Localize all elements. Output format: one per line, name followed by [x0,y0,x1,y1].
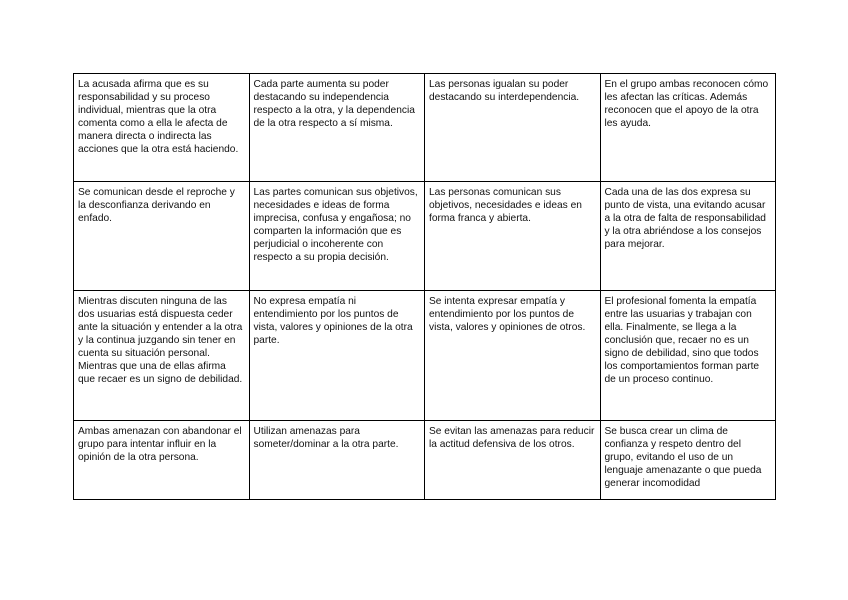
table-cell [425,182,601,291]
table-cell [600,421,776,500]
table-cell [600,182,776,291]
table-cell [249,182,425,291]
table-row [74,421,776,500]
cell-text: Las personas comunican sus objetivos, necesidades e ideas en forma franca y abierta. [429,187,582,224]
table-cell [74,291,250,421]
table-row [74,74,776,182]
cell-text: Se comunican desde el reproche y la desconfianza derivando en enfado. [78,187,235,224]
cell-text: Se busca crear un clima de confianza y respeto dentro del grupo, evitando el uso de un lenguaje amenazante o que pueda generar incomodidad [604,426,762,489]
cell-text: Cada parte aumenta su poder destacando su independencia respecto a la otra, y la dependencia de la otra respecto a sí misma. [253,79,415,129]
cell-text: Cada una de las dos expresa su punto de vista, una evitando acusar a la otra de falta de responsabilidad y la otra abriéndose a los consejos para mejorar. [604,187,766,250]
table-cell [425,74,601,182]
table-cell [249,421,425,500]
table-cell [74,421,250,500]
table-cell [600,291,776,421]
cell-text: Ambas amenazan con abandonar el grupo para intentar influir en la opinión de la otra persona. [78,426,242,463]
table-cell [249,291,425,421]
table-cell [425,291,601,421]
cell-text: Se evitan las amenazas para reducir la actitud defensiva de los otros. [429,426,595,450]
table-row [74,182,776,291]
table-cell [249,74,425,182]
cell-text: Mientras discuten ninguna de las dos usuarias está dispuesta ceder ante la situación y entender a la otra y la continua juzgando sin tener en cuenta su situación personal. Mientras que una de ellas afirma que recaer es un signo de debilidad. [78,296,243,385]
cell-text: Se intenta expresar empatía y entendimiento por los puntos de vista, valores y opiniones de otros. [429,296,586,333]
comparison-table [73,73,776,500]
cell-text: Las personas igualan su poder destacando su interdependencia. [429,79,580,103]
cell-text: No expresa empatía ni entendimiento por los puntos de vista, valores y opiniones de la otra parte. [253,296,413,346]
table-cell [74,74,250,182]
cell-text: Las partes comunican sus objetivos, necesidades e ideas de forma imprecisa, confusa y engañosa; no comparten la información que es perjudicial o incoherente con respecto a su propia decisión. [253,187,418,263]
table-cell [425,421,601,500]
cell-text: En el grupo ambas reconocen cómo les afectan las críticas. Además reconocen que el apoyo de la otra les ayuda. [604,79,769,129]
table-cell [600,74,776,182]
cell-text: El profesional fomenta la empatía entre las usuarias y trabajan con ella. Finalmente, se llega a la conclusión que, recaer no es un signo de debilidad, sino que todos los comportamientos forman parte de un proceso continuo. [604,296,760,385]
cell-text: La acusada afirma que es su responsabilidad y su proceso individual, mientras que la otra comenta como a ella le afecta de manera directa o indirecta las acciones que la otra está haciendo. [78,79,239,155]
table-row [74,291,776,421]
cell-text: Utilizan amenazas para someter/dominar a la otra parte. [253,426,399,450]
table-cell [74,182,250,291]
